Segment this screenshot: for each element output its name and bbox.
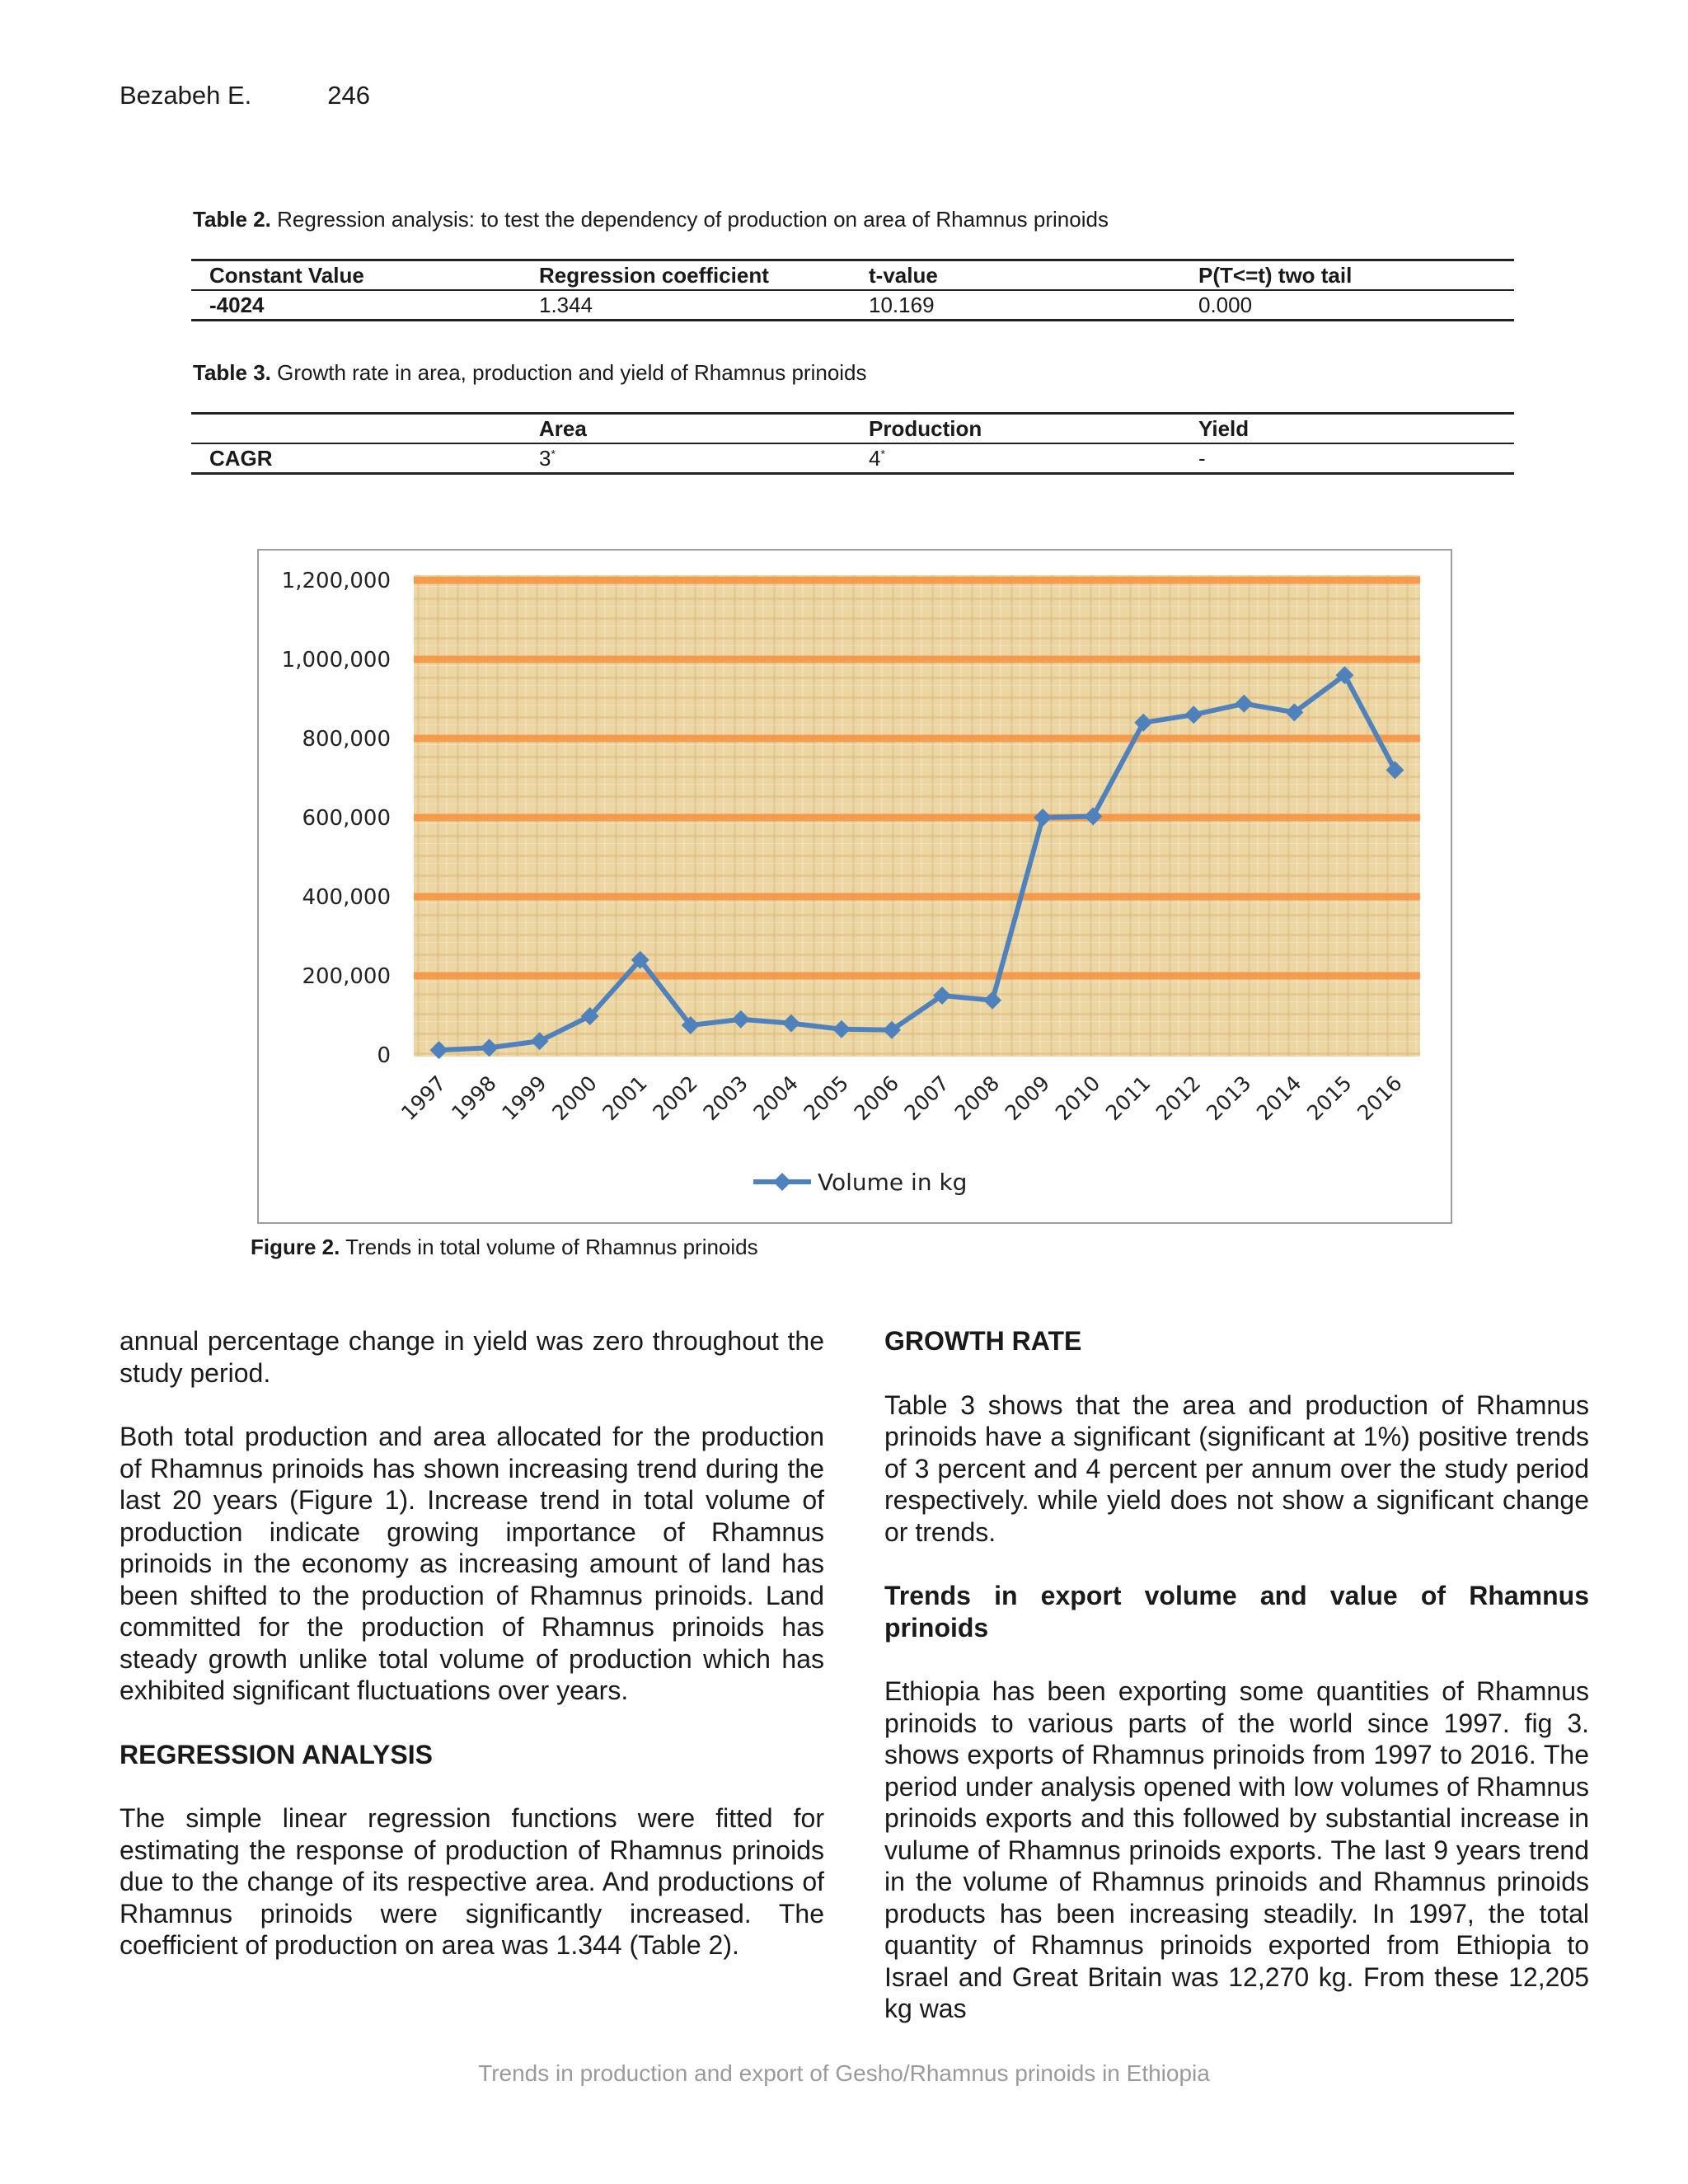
x-tick-label: 2004: [748, 1071, 804, 1126]
table3-header-cell: Production: [869, 416, 982, 441]
author-name: Bezabeh E.: [120, 81, 252, 110]
x-tick-label: 2012: [1151, 1071, 1206, 1126]
table3-header-cell: Area: [539, 416, 587, 441]
x-tick-label: 2008: [950, 1071, 1005, 1126]
left-column: [120, 1325, 824, 1994]
paragraph: Table 3 shows that the area and production of Rhamnus prinoids have a significant (significant at 1%) positive trends of 3 percent and 4 percent per annum over the study period respectively. while yield does not show a significant change or trends.: [884, 1390, 1589, 1547]
table-row: [191, 443, 1514, 474]
table2-caption: [193, 207, 1109, 232]
significance-mark: *: [551, 447, 556, 461]
table3-label: Table 3.: [193, 360, 271, 385]
table2-cell: 0.000: [1198, 293, 1253, 317]
table2-header-cell: P(T<=t) two tail: [1198, 263, 1353, 288]
table3-caption: [193, 360, 867, 386]
table2: [191, 259, 1514, 321]
y-tick-label: 0: [377, 1043, 391, 1068]
x-tick-label: 2002: [648, 1071, 702, 1126]
y-tick-label: 800,000: [302, 727, 391, 752]
right-column: [884, 1325, 1589, 2057]
table3-cell: 4*: [869, 446, 885, 471]
paragraph: Both total production and area allocated for the production of Rhamnus prinoids has shown increasing trend during the last 20 years (Figure 1). Increase trend in total volume of production indicate growing importance of Rhamnus prinoids in the economy as increasing amount of land has been shifted to the production of Rhamnus prinoids. Land committed for the production of Rhamnus prinoids has steady growth unlike total volume of production which has exhibited significant fluctuations over years.: [120, 1422, 824, 1705]
table2-label: Table 2.: [193, 207, 271, 232]
table2-header-cell: Constant Value: [209, 263, 364, 288]
running-header: [120, 81, 370, 110]
figure2-caption: [251, 1235, 758, 1260]
y-tick-label: 1,000,000: [281, 648, 391, 673]
legend-marker: [773, 1173, 791, 1191]
paragraph: Ethiopia has been exporting some quantities of Rhamnus prinoids to various parts of the world since 1997. fig 3. shows exports of Rhamnus prinoids from 1997 to 2016. The period under analysis opened with low volumes of Rhamnus prinoids exports and this followed by substantial increase in vulume of Rhamnus prinoids exports. The last 9 years trend in the volume of Rhamnus prinoids and Rhamnus prinoids products has been increasing steadily. In 1997, the total quantity of Rhamnus prinoids exported from Ethiopia to Israel and Great Britain was 12,270 kg. From these 12,205 kg was: [884, 1676, 1589, 2023]
significance-mark: *: [880, 447, 885, 461]
section-heading-export-trends: Trends in export volume and value of Rhamnus prinoids: [884, 1581, 1589, 1643]
x-tick-label: 2005: [799, 1071, 854, 1126]
x-tick-label: 2010: [1050, 1071, 1105, 1126]
x-tick-label: 2006: [849, 1071, 904, 1126]
figure2-caption-text: Trends in total volume of Rhamnus prinoids: [345, 1235, 758, 1259]
x-tick-label: 2011: [1100, 1071, 1156, 1126]
x-tick-label: 2003: [698, 1071, 753, 1126]
y-tick-label: 200,000: [302, 964, 391, 989]
paragraph: The simple linear regression functions were fitted for estimating the response of production of Rhamnus prinoids due to the change of its respective area. And productions of Rhamnus prinoids were significantly increased. The coefficient of production on area was 1.344 (Table 2).: [120, 1803, 824, 1960]
table2-header-cell: Regression coefficient: [539, 263, 769, 288]
x-tick-label: 2009: [1000, 1071, 1055, 1126]
table2-cell: 1.344: [539, 293, 593, 317]
section-heading-growth-rate: GROWTH RATE: [884, 1326, 1082, 1356]
table2-caption-text: Regression analysis: to test the dependency of production on area of Rhamnus prinoids: [277, 207, 1109, 232]
paragraph: annual percentage change in yield was zero throughout the study period.: [120, 1326, 824, 1388]
y-tick-label: 400,000: [302, 885, 391, 910]
running-footer: Trends in production and export of Gesho/Rhamnus prinoids in Ethiopia: [478, 2060, 1210, 2086]
table3-header-row: [191, 414, 1514, 444]
table3: [191, 412, 1514, 475]
table3-cell: CAGR: [209, 446, 273, 471]
x-tick-label: 2014: [1252, 1071, 1306, 1126]
x-tick-label: 2016: [1353, 1071, 1407, 1126]
table2-header-cell: t-value: [869, 263, 938, 288]
table2-header-row: [191, 260, 1514, 291]
figure2-label: Figure 2.: [251, 1235, 340, 1259]
table-row: [191, 290, 1514, 321]
y-tick-label: 1,200,000: [281, 569, 391, 593]
x-tick-label: 1998: [447, 1071, 501, 1126]
table3-header-cell: Yield: [1198, 416, 1250, 441]
section-heading-regression: REGRESSION ANALYSIS: [120, 1739, 433, 1769]
figure2-chart: [257, 549, 1452, 1224]
x-tick-label: 2007: [899, 1071, 954, 1126]
legend-label: Volume in kg: [818, 1169, 968, 1196]
x-tick-label: 2000: [547, 1071, 602, 1126]
table2-cell: -4024: [209, 293, 265, 317]
page-number: 246: [327, 81, 371, 110]
y-tick-label: 600,000: [302, 806, 391, 831]
x-tick-label: 1999: [497, 1071, 551, 1126]
table3-caption-text: Growth rate in area, production and yield of Rhamnus prinoids: [277, 360, 867, 385]
x-tick-label: 1997: [396, 1071, 451, 1126]
table2-cell: 10.169: [869, 293, 935, 317]
table3-cell: -: [1198, 446, 1206, 471]
table3-header-cell: [191, 414, 521, 444]
line-chart: [259, 551, 1451, 1222]
x-tick-label: 2013: [1201, 1071, 1256, 1126]
x-tick-label: 2001: [598, 1071, 652, 1126]
x-tick-label: 2015: [1302, 1071, 1357, 1126]
table3-cell: 3*: [539, 446, 556, 471]
